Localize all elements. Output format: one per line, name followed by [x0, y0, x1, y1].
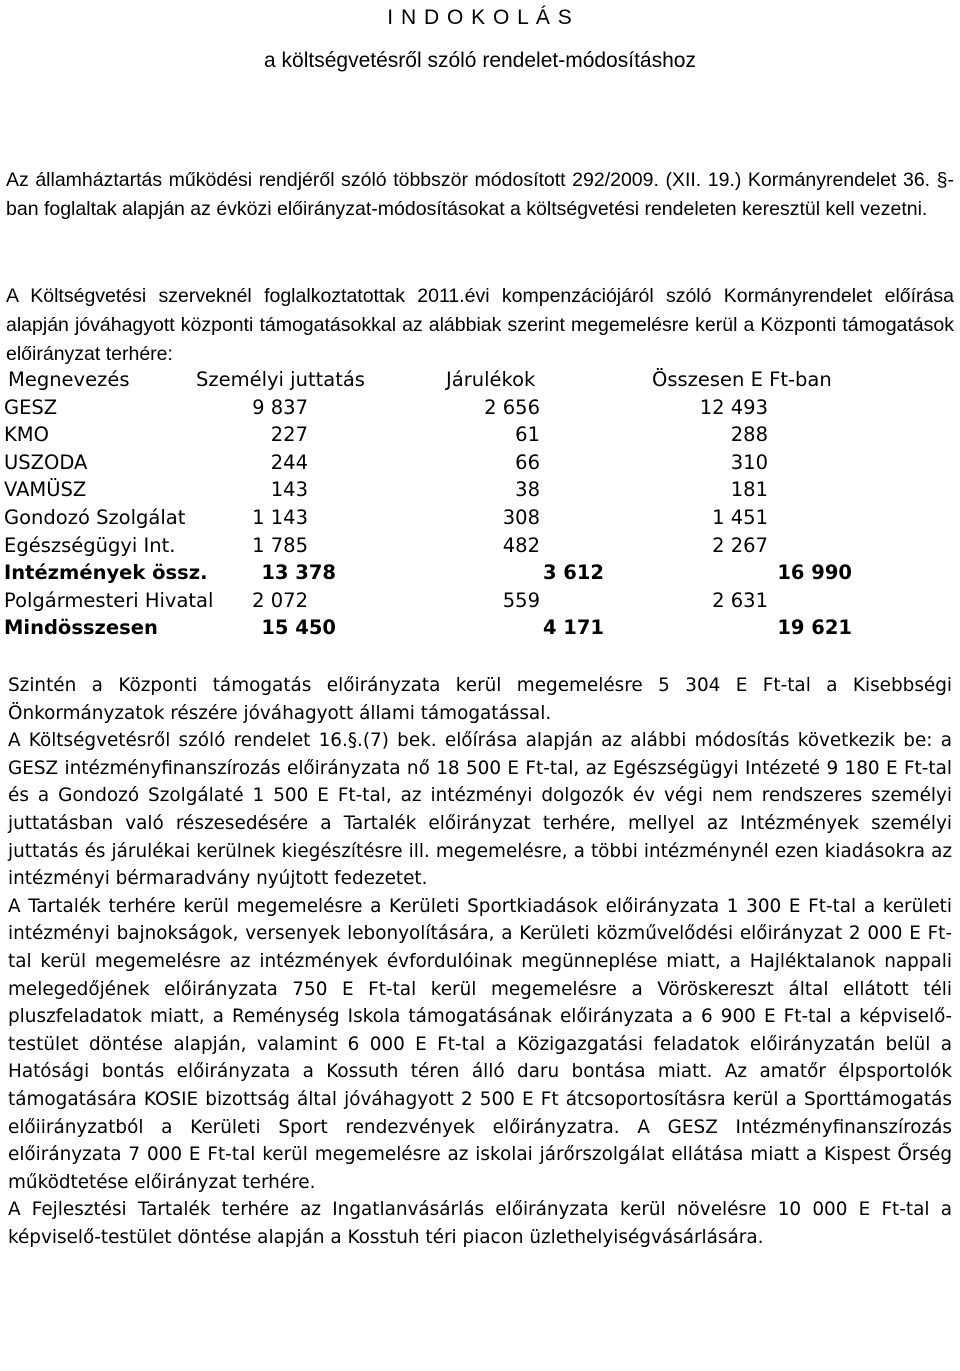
cell-name: Gondozó Szolgálat — [4, 505, 186, 529]
cell-name: GESZ — [4, 395, 58, 419]
cell-jarulek: 38 — [515, 478, 540, 502]
cell-osszesen: 16 990 — [777, 561, 852, 585]
cell-szemelyi: 1 143 — [252, 505, 308, 529]
cell-jarulek: 2 656 — [484, 395, 540, 419]
intro-paragraph-2 — [6, 282, 954, 369]
cell-jarulek: 559 — [502, 588, 540, 612]
cell-szemelyi: 13 378 — [261, 561, 336, 585]
cell-name: Intézmények össz. — [4, 561, 208, 585]
intro-text-1: Az államháztartás működési rendjéről szóló többször módosított 292/2009. (XII. 19.) Kormányrendelet 36. §-ban foglaltak alapján az évközi előirányzat-módosításokat a költségvetési rendeleten keresztül kell vezetni. — [6, 169, 954, 220]
cell-osszesen: 12 493 — [699, 395, 768, 419]
cell-jarulek: 61 — [515, 423, 540, 447]
table-row — [0, 396, 960, 424]
cell-osszesen: 1 451 — [712, 505, 768, 529]
cell-name: VAMÜSZ — [4, 478, 87, 502]
column-header-name: Megnevezés — [8, 368, 130, 391]
cell-szemelyi: 15 450 — [261, 616, 336, 640]
table-row — [0, 451, 960, 479]
cell-name: Egészségügyi Int. — [4, 533, 176, 557]
cell-szemelyi: 143 — [270, 478, 308, 502]
cell-szemelyi: 244 — [270, 450, 308, 474]
cell-name: USZODA — [4, 450, 88, 474]
table-row — [0, 534, 960, 562]
body-paragraph-2: A Költségvetésről szóló rendelet 16.§.(7) bek. előírása alapján az alábbi módosítás következik be: a GESZ intézményfinanszírozás előirányzata nő 18 500 E Ft-tal, az Egészségügyi Intézeté 9 180 E Ft-tal és a Gondozó Szolgálaté 1 500 E Ft-tal, az intézményi dolgozók év végi nem rendszeres személyi juttatásban való részesedésére a Tartalék előirányzat terhére, mellyel az Intézmények személyi juttatás és járulékai kerülnek kiegészítésre ill. megemelésre, a többi intézménynél ezen kiadásokra az intézményi bérmaradvány nyújtott fedezetet. — [8, 730, 952, 890]
cell-jarulek: 308 — [502, 505, 540, 529]
cell-name: Polgármesteri Hivatal — [4, 588, 214, 612]
table-body — [0, 396, 960, 644]
cell-jarulek: 66 — [515, 450, 540, 474]
table-header-row — [0, 368, 960, 396]
document-title: I N D O K O L Á S — [387, 6, 573, 29]
compensation-table — [0, 368, 960, 644]
column-header-jarulek: Járulékok — [446, 368, 536, 391]
body-paragraph-1: Szintén a Központi támogatás előirányzata kerül megemelésre 5 304 E Ft-tal a Kisebbségi Önkormányzatok részére jóváhagyott állami támogatással. — [8, 675, 952, 724]
cell-name: KMO — [4, 423, 49, 447]
document-body — [8, 672, 952, 1251]
cell-szemelyi: 2 072 — [252, 588, 308, 612]
intro-text-2: A Költségvetési szerveknél foglalkoztatottak 2011.évi kompenzációjáról szóló Kormányrendelet előírása alapján jóváhagyott központi támogatásokkal az alábbiak szerint megemelésre kerül a Központi támogatások előirányzat terhére: — [6, 285, 954, 365]
cell-osszesen: 19 621 — [777, 616, 852, 640]
cell-szemelyi: 227 — [270, 423, 308, 447]
cell-szemelyi: 9 837 — [252, 395, 308, 419]
table-row — [0, 589, 960, 617]
document-subtitle: a költségvetésről szóló rendelet-módosításhoz — [264, 49, 696, 72]
cell-jarulek: 4 171 — [542, 616, 604, 640]
column-header-osszesen: Összesen E Ft-ban — [652, 368, 832, 391]
table-row — [0, 423, 960, 451]
cell-osszesen: 2 267 — [712, 533, 768, 557]
table-row — [0, 616, 960, 644]
cell-osszesen: 181 — [730, 478, 768, 502]
cell-osszesen: 288 — [730, 423, 768, 447]
table-row — [0, 561, 960, 589]
cell-szemelyi: 1 785 — [252, 533, 308, 557]
body-paragraph-3: A Tartalék terhére kerül megemelésre a Kerületi Sportkiadások előirányzata 1 300 E Ft-tal a kerületi intézményi bajnokságok, versenyek lebonyolítására, a Kerületi közművelődési előirányzat 2 000 E Ft-tal kerül megemelésre az intézmények évfordulóinak megünneplése miatt, a Hajléktalanok nappali melegedőjének előirányzata 750 E Ft-tal kerül megemelésre a Vöröskereszt által ellátott téli pluszfeladatok miatt, a Reménység Iskola támogatásának előirányzata a 6 900 E Ft-tal a képviselő-testület döntése alapján, valamint 6 000 E Ft-tal a Közigazgatási feladatok előirányzatán belül a Hatósági bontás előirányzata a Kossuth téren álló daru bontása miatt. Az amatőr élpsportolók támogatására KOSIE bizottság által jóváhagyott 2 500 E Ft átcsoportosításra kerül a Sporttámogatás előiirányzatból a Kerületi Sport rendezvények előirányzatra. A GESZ Intézményfinanszírozás előirányzata 7 000 E Ft-tal kerül megemelésre az iskolai járőrszolgálat ellátása miatt a Kispest Őrség működtetése előirányzat terhére. — [8, 895, 952, 1193]
table-row — [0, 506, 960, 534]
column-header-szemelyi: Személyi juttatás — [196, 368, 365, 391]
table-row — [0, 478, 960, 506]
body-paragraph-4: A Fejlesztési Tartalék terhére az Ingatlanvásárlás előirányzata kerül növelésre 10 000 E Ft-tal a képviselő-testület döntése alapján a Kosstuh téri piacon üzlethelyiségvásárlására. — [8, 1199, 952, 1248]
cell-osszesen: 2 631 — [712, 588, 768, 612]
cell-jarulek: 3 612 — [542, 561, 604, 585]
cell-name: Mindösszesen — [4, 616, 158, 640]
cell-osszesen: 310 — [730, 450, 768, 474]
intro-paragraph-1 — [6, 166, 954, 224]
cell-jarulek: 482 — [502, 533, 540, 557]
